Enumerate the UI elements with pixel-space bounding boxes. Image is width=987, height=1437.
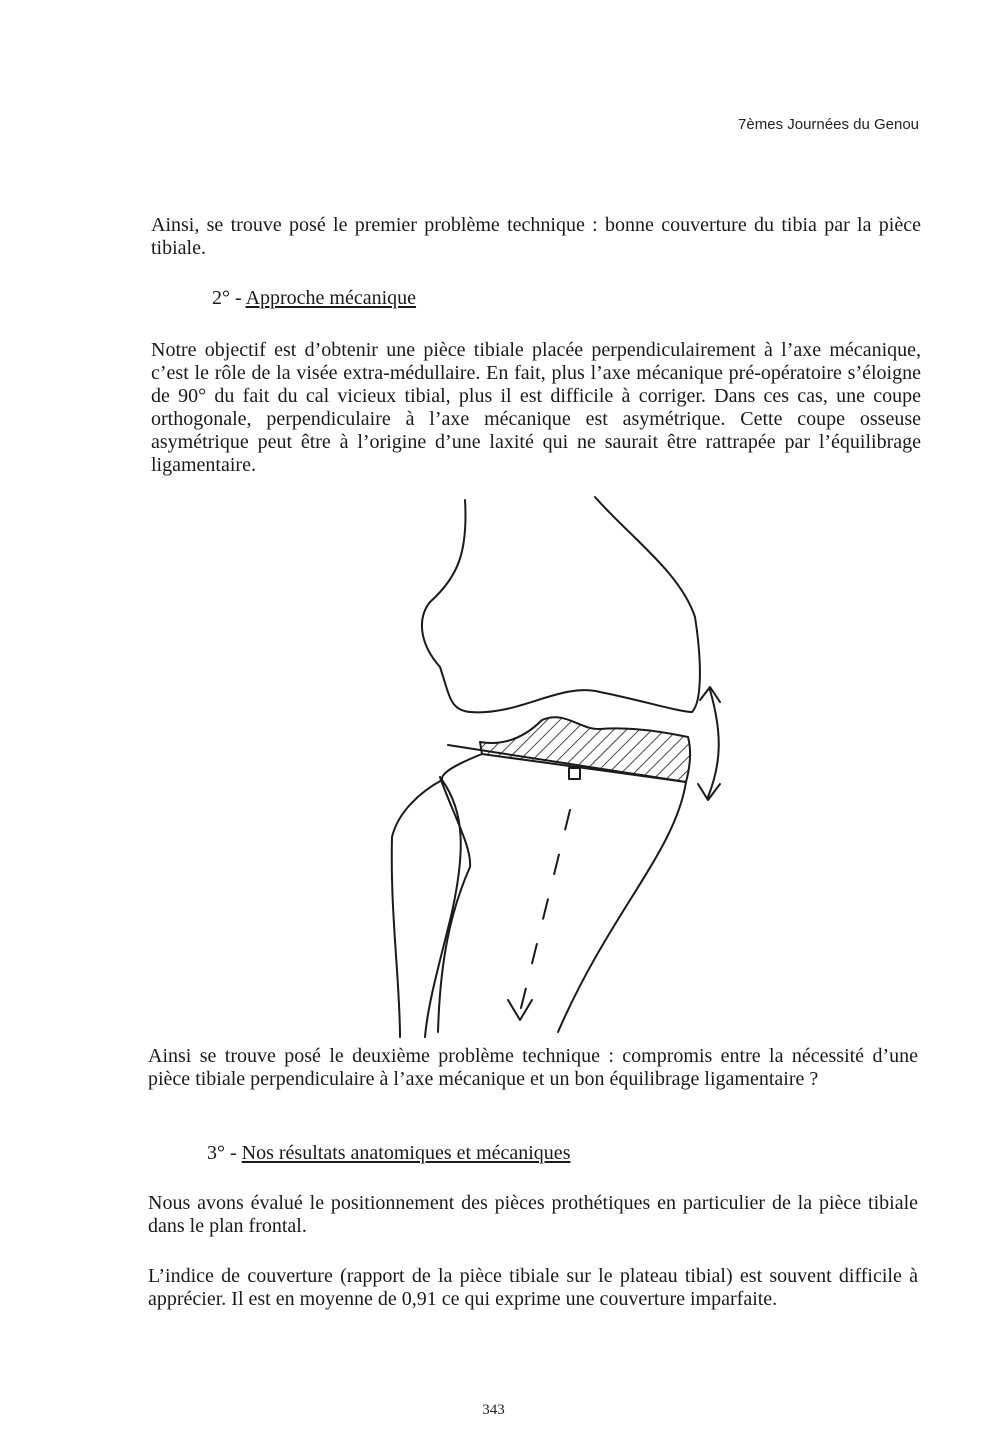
perpendicular-marker: [569, 768, 580, 779]
section-title: Approche mécanique: [245, 287, 417, 309]
section-title: Nos résultats anatomiques et mécaniques: [241, 1142, 571, 1164]
paragraph-evaluation: Nous avons évalué le positionnement des pièces prothétiques en particulier de la pièce tibiale dans le plan frontal.: [148, 1192, 918, 1237]
knee-cut-diagram: [380, 492, 730, 1042]
paragraph-second-problem: Ainsi se trouve posé le deuxième problème technique : compromis entre la nécessité d’une pièce tibiale perpendiculaire à l’axe mécanique et un bon équilibrage ligamentaire ?: [148, 1045, 918, 1090]
resected-bone-wedge: [480, 717, 690, 782]
axis-arrowhead: [508, 1000, 532, 1020]
fibula-outline: [392, 780, 442, 1037]
section-number: 2° -: [212, 287, 246, 309]
section-heading-2: [212, 287, 416, 310]
paragraph-coverage-index: L’indice de couverture (rapport de la pièce tibiale sur le plateau tibial) est souvent difficile à apprécier. Il est en moyenne de 0,91 ce qui exprime une couverture imparfaite.: [148, 1265, 918, 1310]
femur-outline: [422, 497, 700, 712]
tibia-lateral-outline: [558, 782, 686, 1032]
tibia-outline: [425, 754, 482, 1037]
running-header: 7èmes Journées du Genou: [738, 116, 919, 133]
section-number: 3° -: [207, 1142, 242, 1164]
mechanical-axis: [520, 810, 570, 1012]
page-number: 343: [482, 1402, 505, 1418]
double-arrow-shaft: [708, 690, 719, 797]
paragraph-first-problem: Ainsi, se trouve posé le premier problème technique : bonne couverture du tibia par la pièce tibiale.: [151, 214, 921, 259]
paragraph-mechanical-approach: Notre objectif est d’obtenir une pièce tibiale placée perpendiculairement à l’axe mécanique, c’est le rôle de la visée extra-médullaire. En fait, plus l’axe mécanique pré-opératoire s’éloigne de 90° du fait du cal vicieux tibial, plus il est difficile à corriger. Dans ces cas, une coupe orthogonale, perpendiculaire à l’axe mécanique est asymétrique. Cette coupe osseuse asymétrique peut être à l’origine d’une laxité qui ne saurait être rattrapée par l’équilibrage ligamentaire.: [151, 339, 921, 476]
section-heading-3: [207, 1142, 570, 1165]
